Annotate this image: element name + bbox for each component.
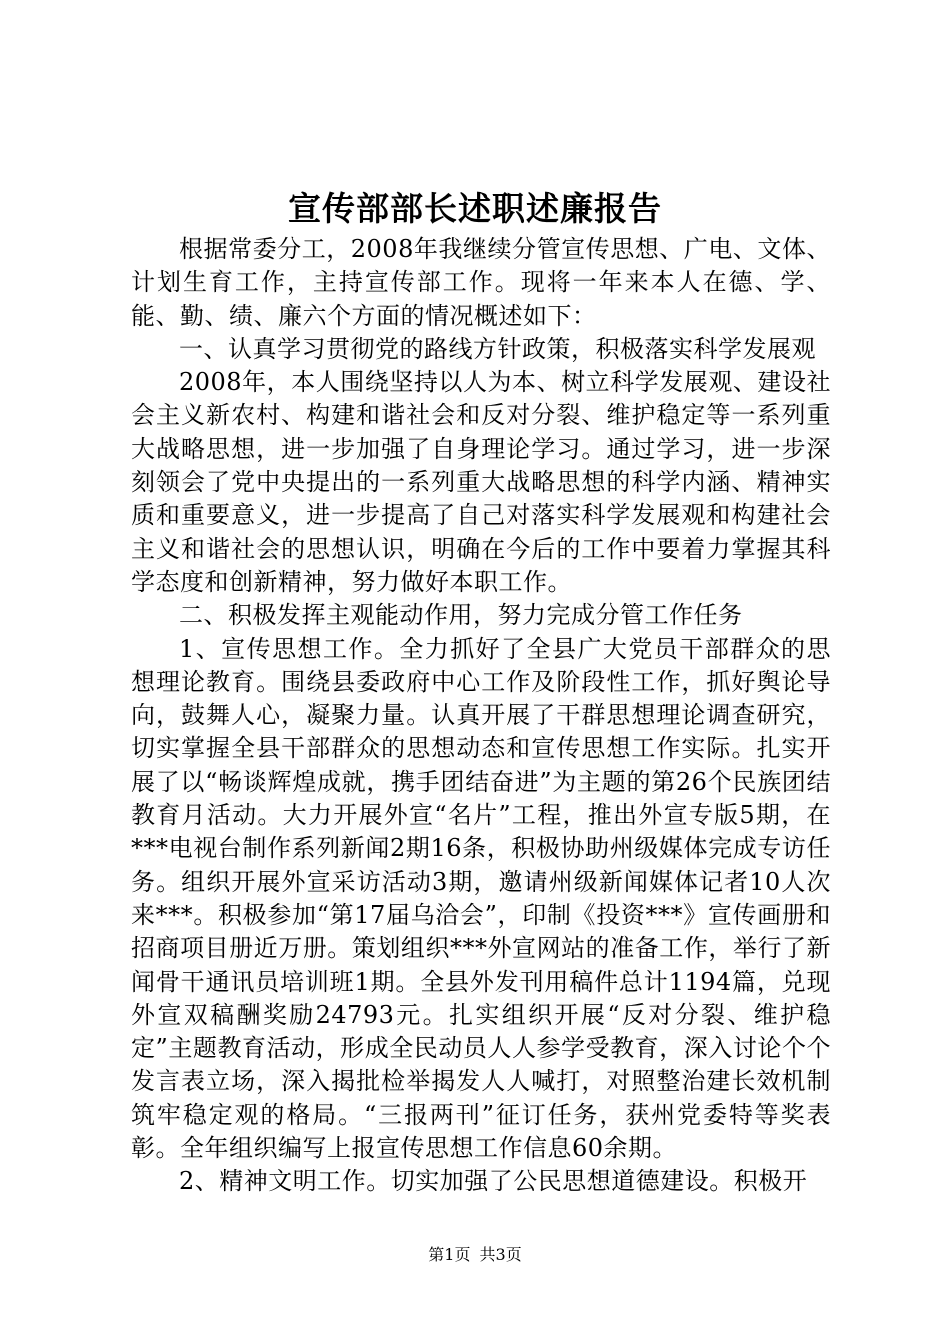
page-total: 共3页	[479, 1245, 522, 1264]
intro-paragraph: 根据常委分工，2008年我继续分管宣传思想、广电、文体、计划生育工作，主持宣传部工作。现将一年来本人在德、学、能、勤、绩、廉六个方面的情况概述如下：	[131, 235, 831, 330]
page-footer	[0, 1243, 950, 1267]
document-body	[131, 233, 831, 1199]
section-heading-1: 一、认真学习贯彻党的路线方针政策，积极落实科学发展观	[179, 334, 816, 363]
document-title: 宣传部部长述职述廉报告	[288, 189, 662, 228]
body-paragraph: 1、宣传思想工作。全力抓好了全县广大党员干部群众的思想理论教育。围绕县委政府中心工作及阶段性工作，抓好舆论导向，鼓舞人心，凝聚力量。认真开展了干群思想理论调查研究，切实掌握全县干部群众的思想动态和宣传思想工作实际。扎实开展了以“畅谈辉煌成就，携手团结奋进”为主题的第26个民族团结教育月活动。大力开展外宣“名片”工程，推出外宣专版5期，在***电视台制作系列新闻2期16条，积极协助州级媒体完成专访任务。组织开展外宣采访活动3期，邀请州级新闻媒体记者10人次来***。积极参加“第17届乌洽会”，印制《投资***》宣传画册和招商项目册近万册。策划组织***外宣网站的准备工作，举行了新闻骨干通讯员培训班1期。全县外发刊用稿件总计1194篇，兑现外宣双稿酬奖励24793元。扎实组织开展“反对分裂、维护稳定”主题教育活动，形成全民动员人人参学受教育，深入讨论个个发言表立场，深入揭批检举揭发人人喊打，对照整治建长效机制筑牢稳定观的格局。“三报两刊”征订任务，获州党委特等奖表彰。全年组织编写上报宣传思想工作信息60余期。	[131, 634, 831, 1163]
section-heading-2: 二、积极发挥主观能动作用，努力完成分管工作任务	[179, 601, 743, 630]
body-paragraph: 2、精神文明工作。切实加强了公民思想道德建设。积极开	[179, 1167, 808, 1196]
body-paragraph: 2008年，本人围绕坚持以人为本、树立科学发展观、建设社会主义新农村、构建和谐社会和反对分裂、维护稳定等一系列重大战略思想，进一步加强了自身理论学习。通过学习，进一步深刻领会了党中央提出的一系列重大战略思想的科学内涵、精神实质和重要意义，进一步提高了自己对落实科学发展观和构建社会主义和谐社会的思想认识，明确在今后的工作中要着力掌握其科学态度和创新精神，努力做好本职工作。	[131, 368, 831, 596]
page-number: 第1页	[428, 1245, 471, 1264]
